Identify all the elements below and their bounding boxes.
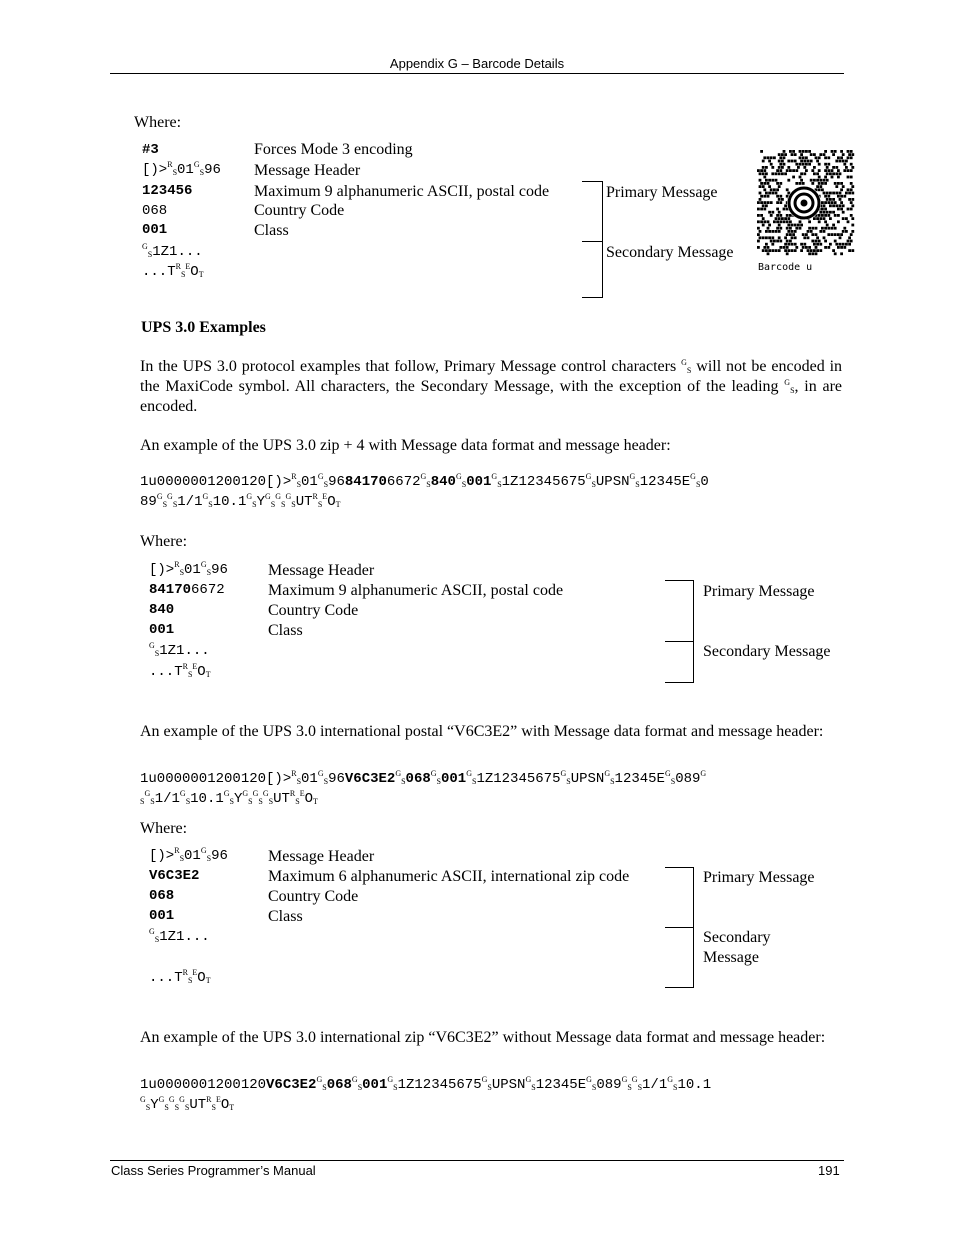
code-mode3: #3 (142, 142, 159, 158)
example2-description: An example of the UPS 3.0 international postal “V6C3E2” with Message data format and message header: (140, 723, 824, 740)
example1-description: An example of the UPS 3.0 zip + 4 with Message data format and message header: (140, 437, 671, 454)
secondary-label-2: Secondary Message (703, 643, 831, 660)
primary-bracket-1 (582, 181, 603, 242)
secondary-label-3a: Secondary (703, 929, 771, 946)
s3-code-header: $[)>^R_S01^G_S96$ (149, 846, 228, 864)
example1-code-line1: $1u0000001200120[)>^R_S01^G_S96841706672^G_S840^G_S001^G_S1Z12345675^G_SUPSN^G_S12345E^G_S0$ (140, 472, 709, 490)
example2-code-line1: $1u0000001200120[)>^R_S01^G_S96V6C3E2^G_S068^G_S001^G_S1Z12345675^G_SUPSN^G_S12345E^G_S089^G$ (140, 769, 707, 787)
header-rule (110, 73, 844, 74)
ups-heading: UPS 3.0 Examples (141, 319, 266, 336)
s2-code-secondary: $^G_S$1Z1... (149, 641, 210, 659)
s2-desc-country: Country Code (268, 602, 359, 619)
where-label-3: Where: (140, 820, 188, 837)
s3-desc-country: Country Code (268, 888, 359, 905)
s2-code-country: 840 (149, 602, 175, 618)
ups-intro-paragraph: In the UPS 3.0 protocol examples that follow, Primary Message control characters $^G_S$ will not be encoded in the MaxiCode symbol. All characters, the Secondary Message, with the exception of the leading $^G_S$, in are encoded. (140, 358, 843, 415)
primary-bracket-3 (665, 867, 694, 928)
code-class: 001 (142, 222, 168, 238)
footer-rule (110, 1160, 844, 1161)
s2-code-end: $...T^R_S^EO_T$ (149, 662, 211, 680)
code-country: 068 (142, 203, 168, 219)
secondary-label-1: Secondary Message (606, 244, 734, 261)
example3-description: An example of the UPS 3.0 international zip “V6C3E2” without Message data format and message header: (140, 1029, 826, 1046)
example3-code-line2: $^G_SY^G_S^G_S^G_SUT^R_S^EO_T$ (140, 1095, 235, 1113)
desc-country: Country Code (254, 202, 345, 219)
example3-code-line1: $1u0000001200120V6C3E2^G_S068^G_S001^G_S1Z12345675^G_SUPSN^G_S12345E^G_S089^G_S^G_S1/1^G_S10.1$ (140, 1075, 712, 1093)
s3-desc-zip: Maximum 6 alphanumeric ASCII, international zip code (268, 868, 630, 885)
s2-desc-class: Class (268, 622, 303, 639)
s2-code-class: 001 (149, 622, 175, 638)
primary-label-1: Primary Message (606, 184, 718, 201)
s2-code-header: $[)>^R_S01^G_S96$ (149, 560, 228, 578)
desc-message-header: Message Header (254, 162, 361, 179)
s3-desc-class: Class (268, 908, 303, 925)
code-secondary: $^G_S$1Z1... (142, 242, 203, 260)
primary-bracket-2 (665, 580, 694, 642)
desc-mode3: Forces Mode 3 encoding (254, 141, 413, 158)
secondary-label-3b: Message (703, 949, 759, 966)
primary-label-3: Primary Message (703, 869, 815, 886)
s3-code-end: $...T^R_S^EO_T$ (149, 968, 211, 986)
code-end: $...T^R_S^EO_T$ (142, 262, 204, 280)
s3-desc-header: Message Header (268, 848, 375, 865)
footer-page-number: 191 (818, 1163, 840, 1178)
s3-code-class: 001 (149, 908, 175, 924)
s3-code-country: 068 (149, 888, 175, 904)
secondary-bracket-1 (582, 241, 603, 298)
s2-desc-zip: Maximum 9 alphanumeric ASCII, postal code (268, 582, 564, 599)
secondary-bracket-2 (665, 641, 694, 683)
primary-label-2: Primary Message (703, 583, 815, 600)
code-message-header: $[)>^R_S01^G_S96$ (142, 160, 221, 178)
page-header-title: Appendix G – Barcode Details (389, 56, 565, 71)
barcode-caption: Barcode u (758, 262, 813, 273)
where-label-1: Where: (134, 114, 182, 131)
s2-code-zip: 841706672 (149, 582, 225, 598)
s3-code-zip: V6C3E2 (149, 868, 200, 884)
example2-code-line2: $_S^G_S1/1^G_S10.1^G_SY^G_S^G_S^G_SUT^R_S^EO_T$ (140, 789, 318, 807)
maxicode-barcode-image (757, 150, 857, 256)
secondary-bracket-3 (665, 927, 694, 988)
desc-postal: Maximum 9 alphanumeric ASCII, postal code (254, 183, 550, 200)
code-postal: 123456 (142, 183, 193, 199)
where-label-2: Where: (140, 533, 188, 550)
desc-class: Class (254, 222, 289, 239)
s2-desc-header: Message Header (268, 562, 375, 579)
footer-manual-title: Class Series Programmer’s Manual (111, 1163, 316, 1178)
s3-code-secondary: $^G_S$1Z1... (149, 927, 210, 945)
example1-code-line2: $89^G_S^G_S1/1^G_S10.1^G_SY^G_S^G_S^G_SUT^R_S^EO_T$ (140, 492, 341, 510)
